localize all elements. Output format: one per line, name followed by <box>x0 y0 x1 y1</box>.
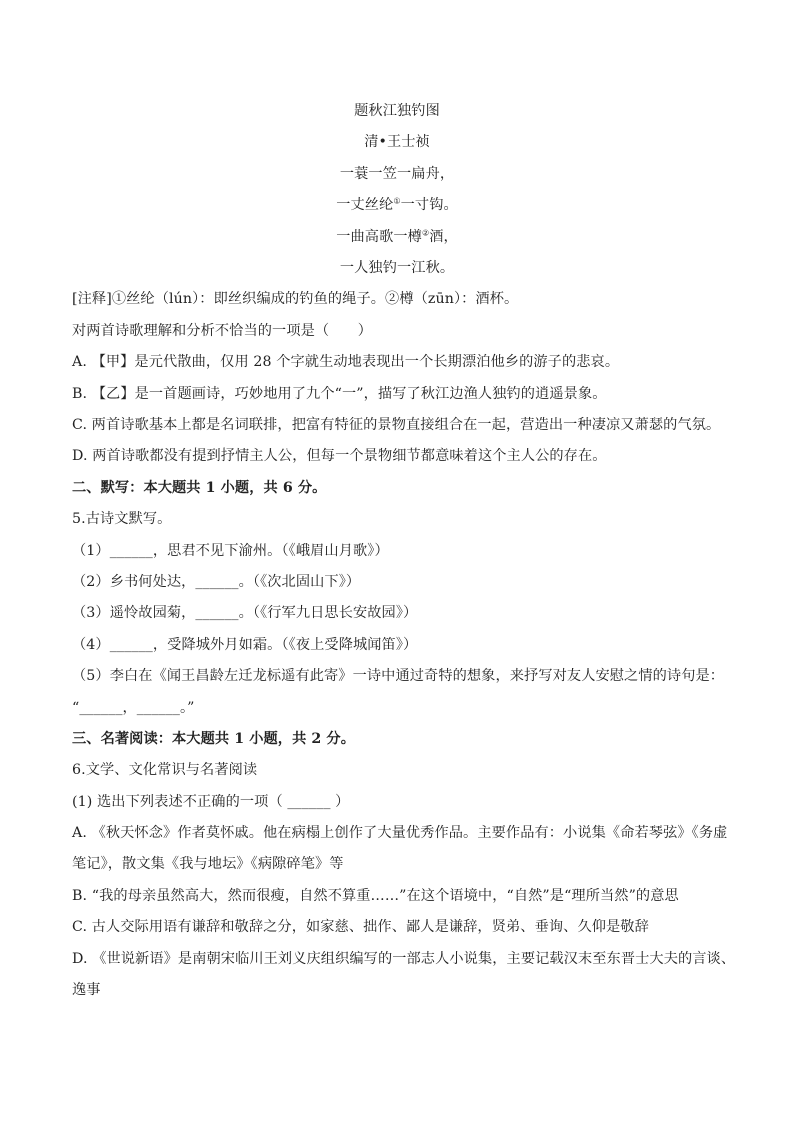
question-6-option-c: C. 古人交际用语有谦辞和敬辞之分，如家慈、拙作、鄙人是谦辞，贤弟、垂询、久仰是敬辞 <box>72 919 649 935</box>
poem-title: 题秋江独钓图 <box>354 103 440 119</box>
dictation-item-3: （3）遥怜故园菊，______。（《行军九日思长安故园》） <box>72 605 418 621</box>
question-4-option-a: A. 【甲】是元代散曲，仅用 28 个字就生动地表现出一个长期漂泊他乡的游子的悲哀。 <box>72 354 620 370</box>
dictation-item-5-blanks: “______，______。” <box>72 700 195 716</box>
poem-author: 清•王士祯 <box>364 134 430 150</box>
question-6-option-d: D. 《世说新语》是南朝宋临川王刘义庆组织编写的一部志人小说集，主要记载汉末至东晋士大夫的言谈、 <box>72 951 736 967</box>
annotation-note: [注释]①丝纶（lún）：即丝织编成的钓鱼的绳子。②樽（zūn）：酒杯。 <box>72 291 519 307</box>
question-4-option-c: C. 两首诗歌基本上都是名词联排，把富有特征的景物直接组合在一起，营造出一种凄凉又萧瑟的气氛。 <box>72 417 721 433</box>
dictation-item-2: （2）乡书何处达，______。（《次北固山下》） <box>72 574 361 590</box>
section-2-heading: 二、默写：本大题共 1 小题，共 6 分。 <box>72 480 327 496</box>
question-6-option-d-cont: 逸事 <box>72 982 101 998</box>
poem-line-3: 一曲高歌一樽②酒， <box>336 228 458 245</box>
question-6-option-a-cont: 笔记》，散文集《我与地坛》《病隙碎笔》等 <box>72 856 344 872</box>
question-6-sub-1: (1) 选出下列表述不正确的一项（ ______ ） <box>72 794 350 810</box>
section-3-heading: 三、名著阅读：本大题共 1 小题，共 2 分。 <box>72 731 355 747</box>
question-4-option-d: D. 两首诗歌都没有提到抒情主人公，但每一个景物细节都意味着这个主人公的存在。 <box>72 448 607 464</box>
question-4-option-b: B. 【乙】是一首题画诗，巧妙地用了九个“一”，描写了秋江边渔人独钓的逍遥景象。 <box>72 386 607 402</box>
question-5-title: 5.古诗文默写。 <box>72 511 172 527</box>
dictation-item-1: （1）______，思君不见下渝州。（《峨眉山月歌》） <box>72 543 389 559</box>
footnote-mark-1: ① <box>393 196 401 206</box>
poem-line-1: 一蓑一笠一扁舟， <box>339 166 455 182</box>
poem-line-2: 一丈丝纶①一寸钩。 <box>336 196 458 213</box>
poem-line-4: 一人独钓一江秋。 <box>339 260 455 276</box>
question-6-title: 6.文学、文化常识与名著阅读 <box>72 762 258 778</box>
dictation-item-5: （5）李白在《闻王昌龄左迁龙标遥有此寄》一诗中通过奇特的想象，来抒写对友人安慰之情的诗句是： <box>72 668 725 684</box>
dictation-item-4: （4）______，受降城外月如霜。（《夜上受降城闻笛》） <box>72 637 418 653</box>
footnote-mark-2: ② <box>421 228 430 238</box>
question-4-stem: 对两首诗歌理解和分析不恰当的一项是（ ） <box>72 323 373 339</box>
question-6-option-b: B. “我的母亲虽然高大，然而很瘦，自然不算重……”在这个语境中，“自然”是“理所当然”的意思 <box>72 888 679 904</box>
question-6-option-a: A. 《秋天怀念》作者莫怀戚。他在病榻上创作了大量优秀作品。主要作品有：小说集《命若琴弦》《务虚 <box>72 825 728 841</box>
